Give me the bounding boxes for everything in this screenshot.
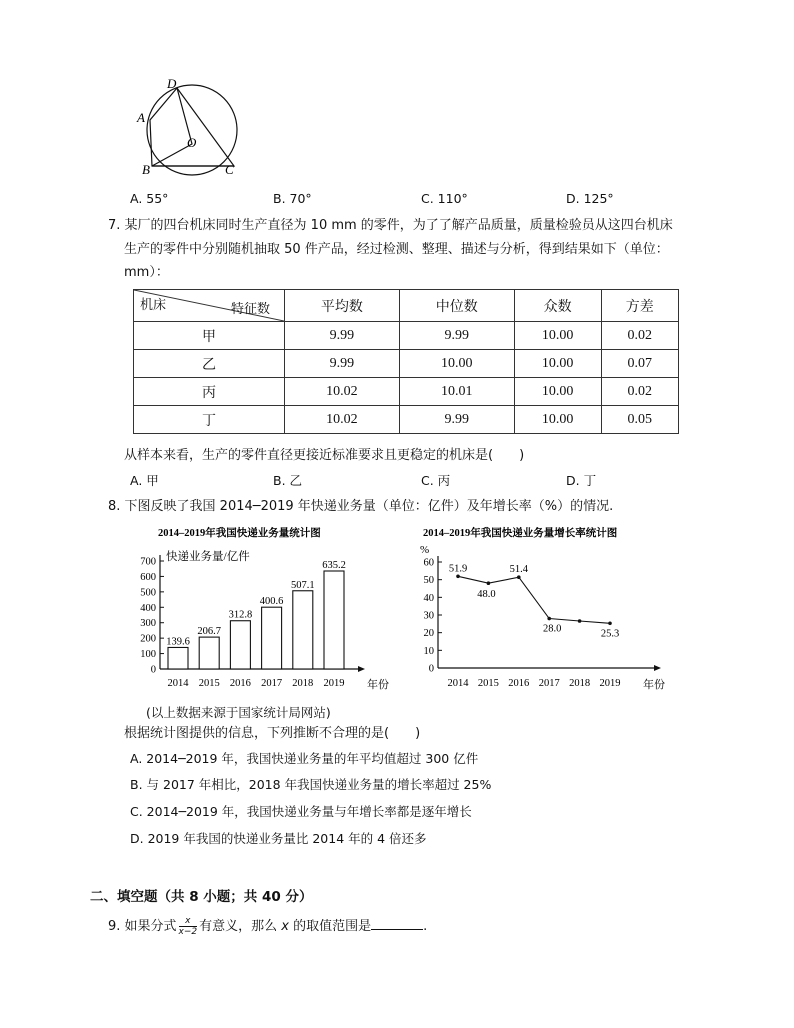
point-d-label: D <box>167 76 177 91</box>
line-x-tick-label: 2014 <box>447 678 469 689</box>
point-c-label: C <box>225 162 234 177</box>
line-point <box>487 581 491 585</box>
q7-option-a[interactable]: A. 甲 <box>130 473 159 488</box>
bar <box>262 607 282 669</box>
table-cell: 10.00 <box>399 350 514 378</box>
q8-stem: 8. 下图反映了我国 2014─2019 年快递业务量（单位：亿件）及年增长率（%）的情况. <box>108 499 614 514</box>
line-chart <box>418 520 680 700</box>
q8-option-d[interactable]: D. 2019 年我国的快递业务量比 2014 年的 4 倍还多 <box>130 831 427 846</box>
line-point <box>578 619 582 623</box>
line-chart-ylabel: % <box>420 544 430 556</box>
table-cell: 9.99 <box>399 322 514 350</box>
table-cell: 9.99 <box>399 406 514 434</box>
line-value-label: 25.3 <box>600 628 620 640</box>
table-header: 方差 <box>601 290 678 322</box>
bar <box>293 591 313 669</box>
table-cell: 10.00 <box>514 406 601 434</box>
row-label: 甲 <box>134 322 285 350</box>
bar-x-tick-label: 2015 <box>198 678 220 689</box>
table-row <box>134 322 679 350</box>
bar-value-label: 139.6 <box>166 636 190 648</box>
line-value-label: 48.0 <box>477 589 496 601</box>
line-point <box>456 575 460 579</box>
circle-figure <box>130 76 250 180</box>
q7-stem-line3: mm）： <box>124 265 169 280</box>
bar-y-tick-label: 500 <box>140 587 156 599</box>
bar-x-tick-label: 2019 <box>323 678 345 689</box>
line-chart-title: 2014–2019年我国快递业务量增长率统计图 <box>423 528 618 539</box>
line-x-tick-label: 2018 <box>569 678 591 689</box>
bar <box>324 571 344 669</box>
q9-suffix: 的取值范围是 <box>293 919 372 934</box>
corner-right-label: 特征数 <box>230 301 270 316</box>
bar-x-axis-arrow <box>358 666 365 672</box>
table-header-row <box>134 290 679 322</box>
q6-option-b[interactable]: B. 70° <box>273 191 312 206</box>
bar-x-tick-label: 2016 <box>229 678 251 689</box>
bar-chart-title: 2014–2019年我国快递业务量统计图 <box>158 528 321 539</box>
point-a-label: A <box>137 110 145 125</box>
line-chart-xlabel: 年份 <box>643 679 665 691</box>
q7-option-b[interactable]: B. 乙 <box>273 473 303 488</box>
bar-y-tick-label: 0 <box>150 664 156 676</box>
line-y-tick-label: 60 <box>423 557 434 569</box>
q8-option-b[interactable]: B. 与 2017 年相比，2018 年我国快递业务量的增长率超过 25% <box>130 777 492 792</box>
line-x-tick-label: 2016 <box>508 678 530 689</box>
point-b-label: B <box>142 162 150 177</box>
bar <box>230 621 250 669</box>
q9-var: x <box>281 919 289 934</box>
bar-y-tick-label: 100 <box>140 649 156 661</box>
table-cell: 0.02 <box>601 322 678 350</box>
line-x-axis-arrow <box>654 665 661 671</box>
line-value-label: 51.9 <box>448 563 468 575</box>
line-x-tick-label: 2015 <box>477 678 499 689</box>
bar-y-tick-label: 300 <box>140 618 156 630</box>
table-cell: 0.07 <box>601 350 678 378</box>
row-label: 乙 <box>134 350 285 378</box>
line-y-tick-label: 30 <box>423 610 434 622</box>
bar-x-tick-label: 2017 <box>261 678 283 689</box>
q7-option-d[interactable]: D. 丁 <box>566 473 597 488</box>
quadrilateral <box>150 88 234 166</box>
bar-x-tick-label: 2018 <box>292 678 314 689</box>
q6-option-d[interactable]: D. 125° <box>566 191 614 206</box>
stats-table <box>133 289 679 434</box>
table-cell: 0.05 <box>601 406 678 434</box>
line-value-label: 28.0 <box>543 623 562 635</box>
q6-option-c[interactable]: C. 110° <box>421 191 468 206</box>
table-cell: 10.01 <box>399 378 514 406</box>
table-cell: 9.99 <box>285 350 400 378</box>
point-o-label: O <box>187 135 197 150</box>
bar-value-label: 206.7 <box>197 626 222 638</box>
bar-value-label: 507.1 <box>290 579 315 591</box>
table-header: 众数 <box>514 290 601 322</box>
table-cell: 10.00 <box>514 378 601 406</box>
section-title: 二、填空题（共 8 小题；共 40 分） <box>90 889 313 905</box>
q8-option-c[interactable]: C. 2014─2019 年，我国快递业务量与年增长率都是逐年增长 <box>130 804 472 819</box>
bar-value-label: 312.8 <box>228 609 253 621</box>
q9-frac-numerator: x <box>179 916 198 927</box>
line-y-tick-label: 50 <box>423 575 434 587</box>
table-row <box>134 350 679 378</box>
table-header: 平均数 <box>285 290 400 322</box>
q9-middle: 有意义，那么 <box>199 919 278 934</box>
table-cell: 10.02 <box>285 378 400 406</box>
bar-y-tick-label: 400 <box>140 602 156 614</box>
line-y-tick-label: 10 <box>423 645 434 657</box>
q9-answer-blank[interactable] <box>371 917 423 930</box>
bar <box>168 647 188 669</box>
line-point <box>517 575 521 579</box>
q7-question: 从样本来看，生产的零件直径更接近标准要求且更稳定的机床是( ) <box>124 448 525 463</box>
q9-stem <box>108 916 427 937</box>
table-cell: 10.02 <box>285 406 400 434</box>
bar-value-label: 635.2 <box>322 559 346 571</box>
table-cell: 0.02 <box>601 378 678 406</box>
bar-chart-xlabel: 年份 <box>367 679 389 691</box>
q8-source-note: (以上数据来源于国家统计局网站) <box>146 705 331 720</box>
line-point <box>608 622 612 626</box>
table-corner-cell <box>134 290 285 322</box>
q7-stem-line2: 生产的零件中分别随机抽取 50 件产品，经过检测、整理、描述与分析，得到结果如下（单位： <box>124 242 669 257</box>
q9-fraction <box>179 916 198 937</box>
q9-frac-denominator: x−2 <box>178 927 198 937</box>
line-y-tick-label: 40 <box>423 592 434 604</box>
table-row <box>134 378 679 406</box>
q7-option-c[interactable]: C. 丙 <box>421 473 451 488</box>
corner-left-label: 机床 <box>140 297 167 312</box>
q9-end: . <box>423 919 428 934</box>
table-cell: 9.99 <box>285 322 400 350</box>
bar-y-tick-label: 700 <box>140 556 156 568</box>
bar-y-tick-label: 600 <box>140 571 156 583</box>
table-cell: 10.00 <box>514 322 601 350</box>
q8-question: 根据统计图提供的信息，下列推断不合理的是( ) <box>124 726 421 741</box>
bar <box>199 637 219 669</box>
bar-x-tick-label: 2014 <box>167 678 189 689</box>
table-header: 中位数 <box>399 290 514 322</box>
line-value-label: 51.4 <box>509 564 528 576</box>
line-x-tick-label: 2017 <box>538 678 560 689</box>
q8-option-a[interactable]: A. 2014─2019 年，我国快递业务量的年平均值超过 300 亿件 <box>130 751 479 766</box>
line-x-tick-label: 2019 <box>599 678 621 689</box>
row-label: 丁 <box>134 406 285 434</box>
table-row <box>134 406 679 434</box>
bar-chart <box>130 520 395 700</box>
q6-option-a[interactable]: A. 55° <box>130 191 169 206</box>
q7-stem-line1: 7. 某厂的四台机床同时生产直径为 10 mm 的零件，为了了解产品质量，质量检验员从这四台机床 <box>108 218 673 233</box>
row-label: 丙 <box>134 378 285 406</box>
line-point <box>547 617 551 621</box>
table-cell: 10.00 <box>514 350 601 378</box>
bar-value-label: 400.6 <box>259 596 284 608</box>
bar-chart-ylabel: 快递业务量/亿件 <box>166 551 250 563</box>
q9-prefix: 9. 如果分式 <box>108 919 177 934</box>
bar-y-tick-label: 200 <box>140 633 156 645</box>
line-y-tick-label: 0 <box>428 663 434 675</box>
line-y-tick-label: 20 <box>423 628 434 640</box>
